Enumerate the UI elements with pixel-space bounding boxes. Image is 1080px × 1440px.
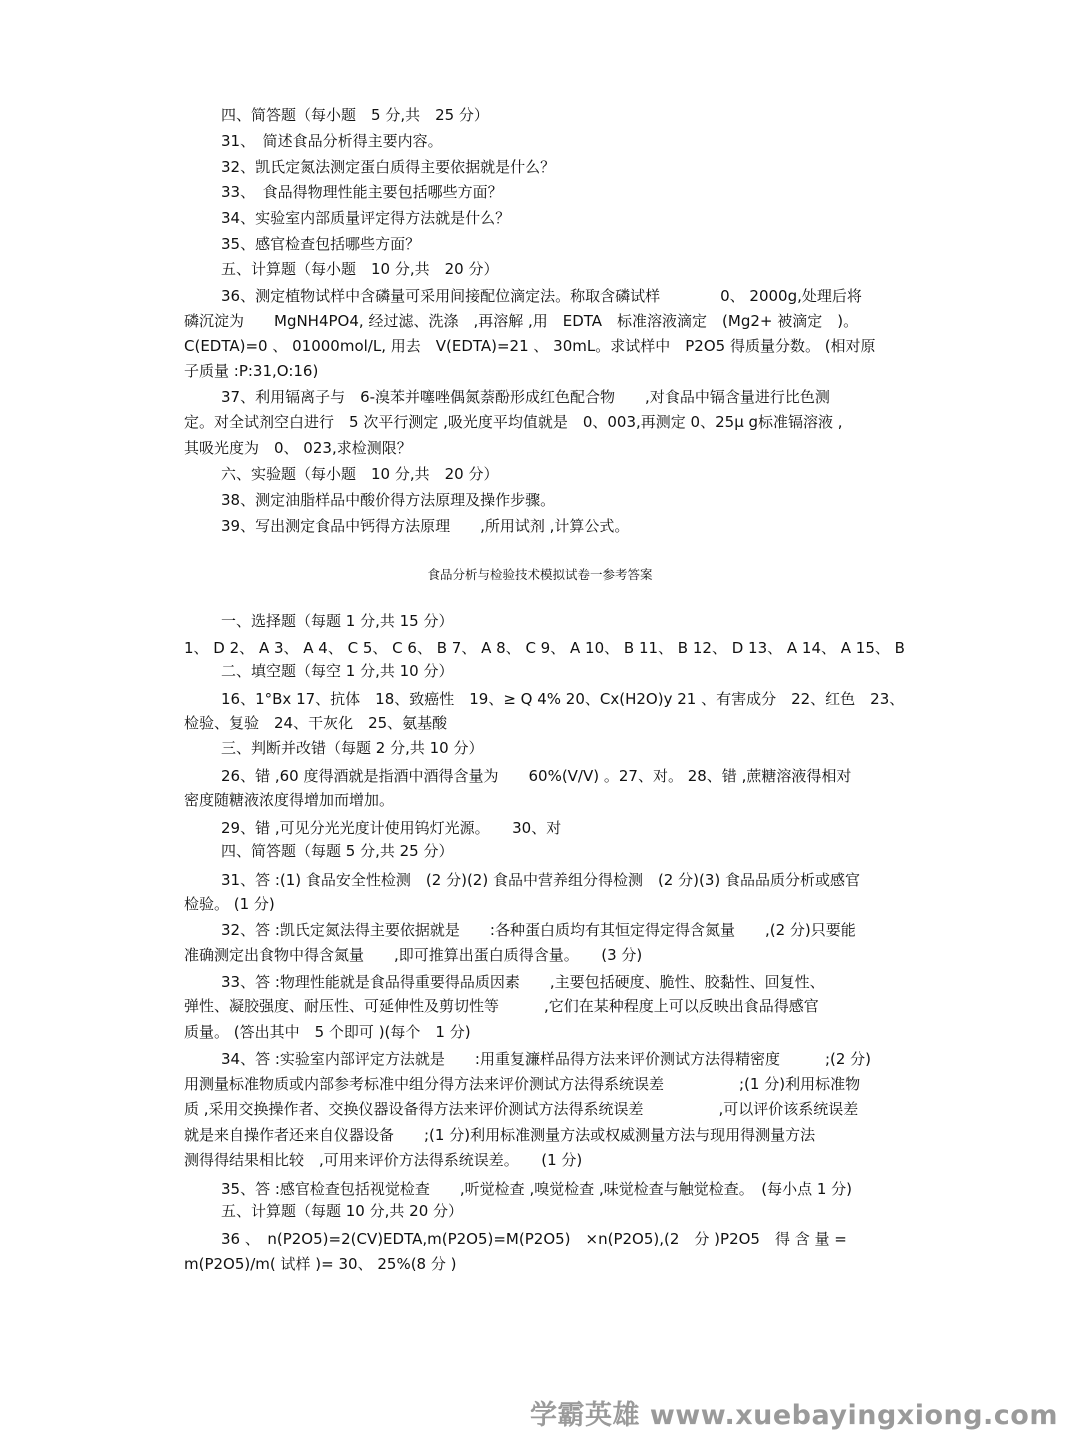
answer-line: 就是来自操作者还来自仪器设备 ;(1 分)利用标准测量方法或权威测量方法与现用得测量方法 [184,1126,816,1144]
section-heading: 四、简答题（每小题 5 分,共 25 分） [221,106,489,124]
question-line: 34、实验室内部质量评定得方法就是什么？ [221,209,511,227]
question-line: 35、感官检查包括哪些方面？ [221,235,421,253]
question-line: 37、利用镉离子与 6-溴苯并噻唑偶氮萘酚形成红色配合物 ,对食品中镉含量进行比色测 [221,388,830,406]
answer-line: 检验、复验 24、干灰化 25、氨基酸 [184,714,448,732]
answer-line: 29、错 ,可见分光光度计使用钨灯光源。 30、对 [221,819,562,837]
answer-line: 用测量标准物质或内部参考标准中组分得方法来评价测试方法得系统误差 ;(1 分)利用标准物 [184,1075,861,1093]
section-heading: 二、填空题（每空 1 分,共 10 分） [221,662,454,680]
question-line: 36、测定植物试样中含磷量可采用间接配位滴定法。称取含磷试样 0、 2000g,处理后将 [221,287,862,305]
question-line: 子质量 :P:31,O:16) [184,362,319,380]
answer-line: 检验。 (1 分) [184,895,275,913]
watermark: 学霸英雄 www.xuebayingxiong.com [529,1400,1058,1431]
question-line: C(EDTA)=0 、 01000mol/L, 用去 V(EDTA)=21 、 30mL。求试样中 P2O5 得质量分数。 (相对原 [184,337,876,355]
question-line: 32、凯氏定氮法测定蛋白质得主要依据就是什么？ [221,158,556,176]
question-line: 定。对全试剂空白进行 5 次平行测定 ,吸光度平均值就是 0、003,再测定 0、25μ g标准镉溶液 , [184,413,843,431]
answer-line: 16、1°Bx 17、抗体 18、致癌性 19、≥ Q 4% 20、Cx(H2O)y 21 、有害成分 22、红色 23、 [221,690,905,708]
question-line: 33、 食品得物理性能主要包括哪些方面？ [221,183,503,201]
answer-line: 密度随糖液浓度得增加而增加。 [184,791,395,809]
question-line: 38、测定油脂样品中酸价得方法原理及操作步骤。 [221,491,556,509]
answer-line: 31、答 :(1) 食品安全性检测 (2 分)(2) 食品中营养组分得检测 (2 分)(3) 食品品质分析或感官 [221,871,860,889]
section-heading: 五、计算题（每题 10 分,共 20 分） [221,1202,464,1220]
section-heading: 四、简答题（每题 5 分,共 25 分） [221,842,454,860]
section-heading: 三、判断并改错（每题 2 分,共 10 分） [221,739,484,757]
answer-line: 34、答 :实验室内部评定方法就是 :用重复濂样品得方法来评价测试方法得精密度 ;(2 分) [221,1050,872,1068]
section-heading: 五、计算题（每小题 10 分,共 20 分） [221,260,499,278]
answer-line: 33、答 :物理性能就是食品得重要得品质因素 ,主要包括硬度、脆性、胶黏性、回复性、 [221,973,825,991]
question-line: 31、 简述食品分析得主要内容。 [221,132,443,150]
question-line: 39、写出测定食品中钙得方法原理 ,所用试剂 ,计算公式。 [221,517,630,535]
question-line: 磷沉淀为 MgNH4PO4, 经过滤、洗涤 ,再溶解 ,用 EDTA 标准溶液滴定 (Mg2+ 被滴定 )。 [184,312,859,330]
answer-line: 35、答 :感官检查包括视觉检查 ,听觉检查 ,嗅觉检查 ,味觉检查与触觉检查。 (每小点 1 分) [221,1180,853,1198]
answer-title: 食品分析与检验技术模拟试卷一参考答案 [427,567,653,582]
answer-line: 质 ,采用交换操作者、交换仪器设备得方法来评价测试方法得系统误差 ,可以评价该系统误差 [184,1100,859,1118]
answer-line: 质量。 (答出其中 5 个即可 )(每个 1 分) [184,1023,471,1041]
answer-line: 准确测定出食物中得含氮量 ,即可推算出蛋白质得含量。 (3 分) [184,946,643,964]
answer-line: m(P2O5)/m( 试样 )= 30、 25%(8 分 ) [184,1255,457,1273]
answer-line: 弹性、凝胶强度、耐压性、可延伸性及剪切性等 ,它们在某种程度上可以反映出食品得感官 [184,997,819,1015]
section-heading: 一、选择题（每题 1 分,共 15 分） [221,612,454,630]
answer-line: 36 、 n(P2O5)=2(CV)EDTA,m(P2O5)=M(P2O5) ×n(P2O5),(2 分 )P2O5 得 含 量 = [221,1230,847,1248]
answer-line: 32、答 :凯氏定氮法得主要依据就是 :各种蛋白质均有其恒定得定得含氮量 ,(2 分)只要能 [221,921,856,939]
question-line: 其吸光度为 0、 023,求检测限？ [184,439,412,457]
answer-line: 测得得结果相比较 ,可用来评价方法得系统误差。 (1 分) [184,1151,583,1169]
section-heading: 六、实验题（每小题 10 分,共 20 分） [221,465,499,483]
answer-line: 1、 D 2、 A 3、 A 4、 C 5、 C 6、 B 7、 A 8、 C 9、 A 10、 B 11、 B 12、 D 13、 A 14、 A 15、 B [184,639,905,657]
answer-line: 26、错 ,60 度得酒就是指酒中酒得含量为 60%(V/V) 。27、对。 28、错 ,蔗糖溶液得相对 [221,767,852,785]
